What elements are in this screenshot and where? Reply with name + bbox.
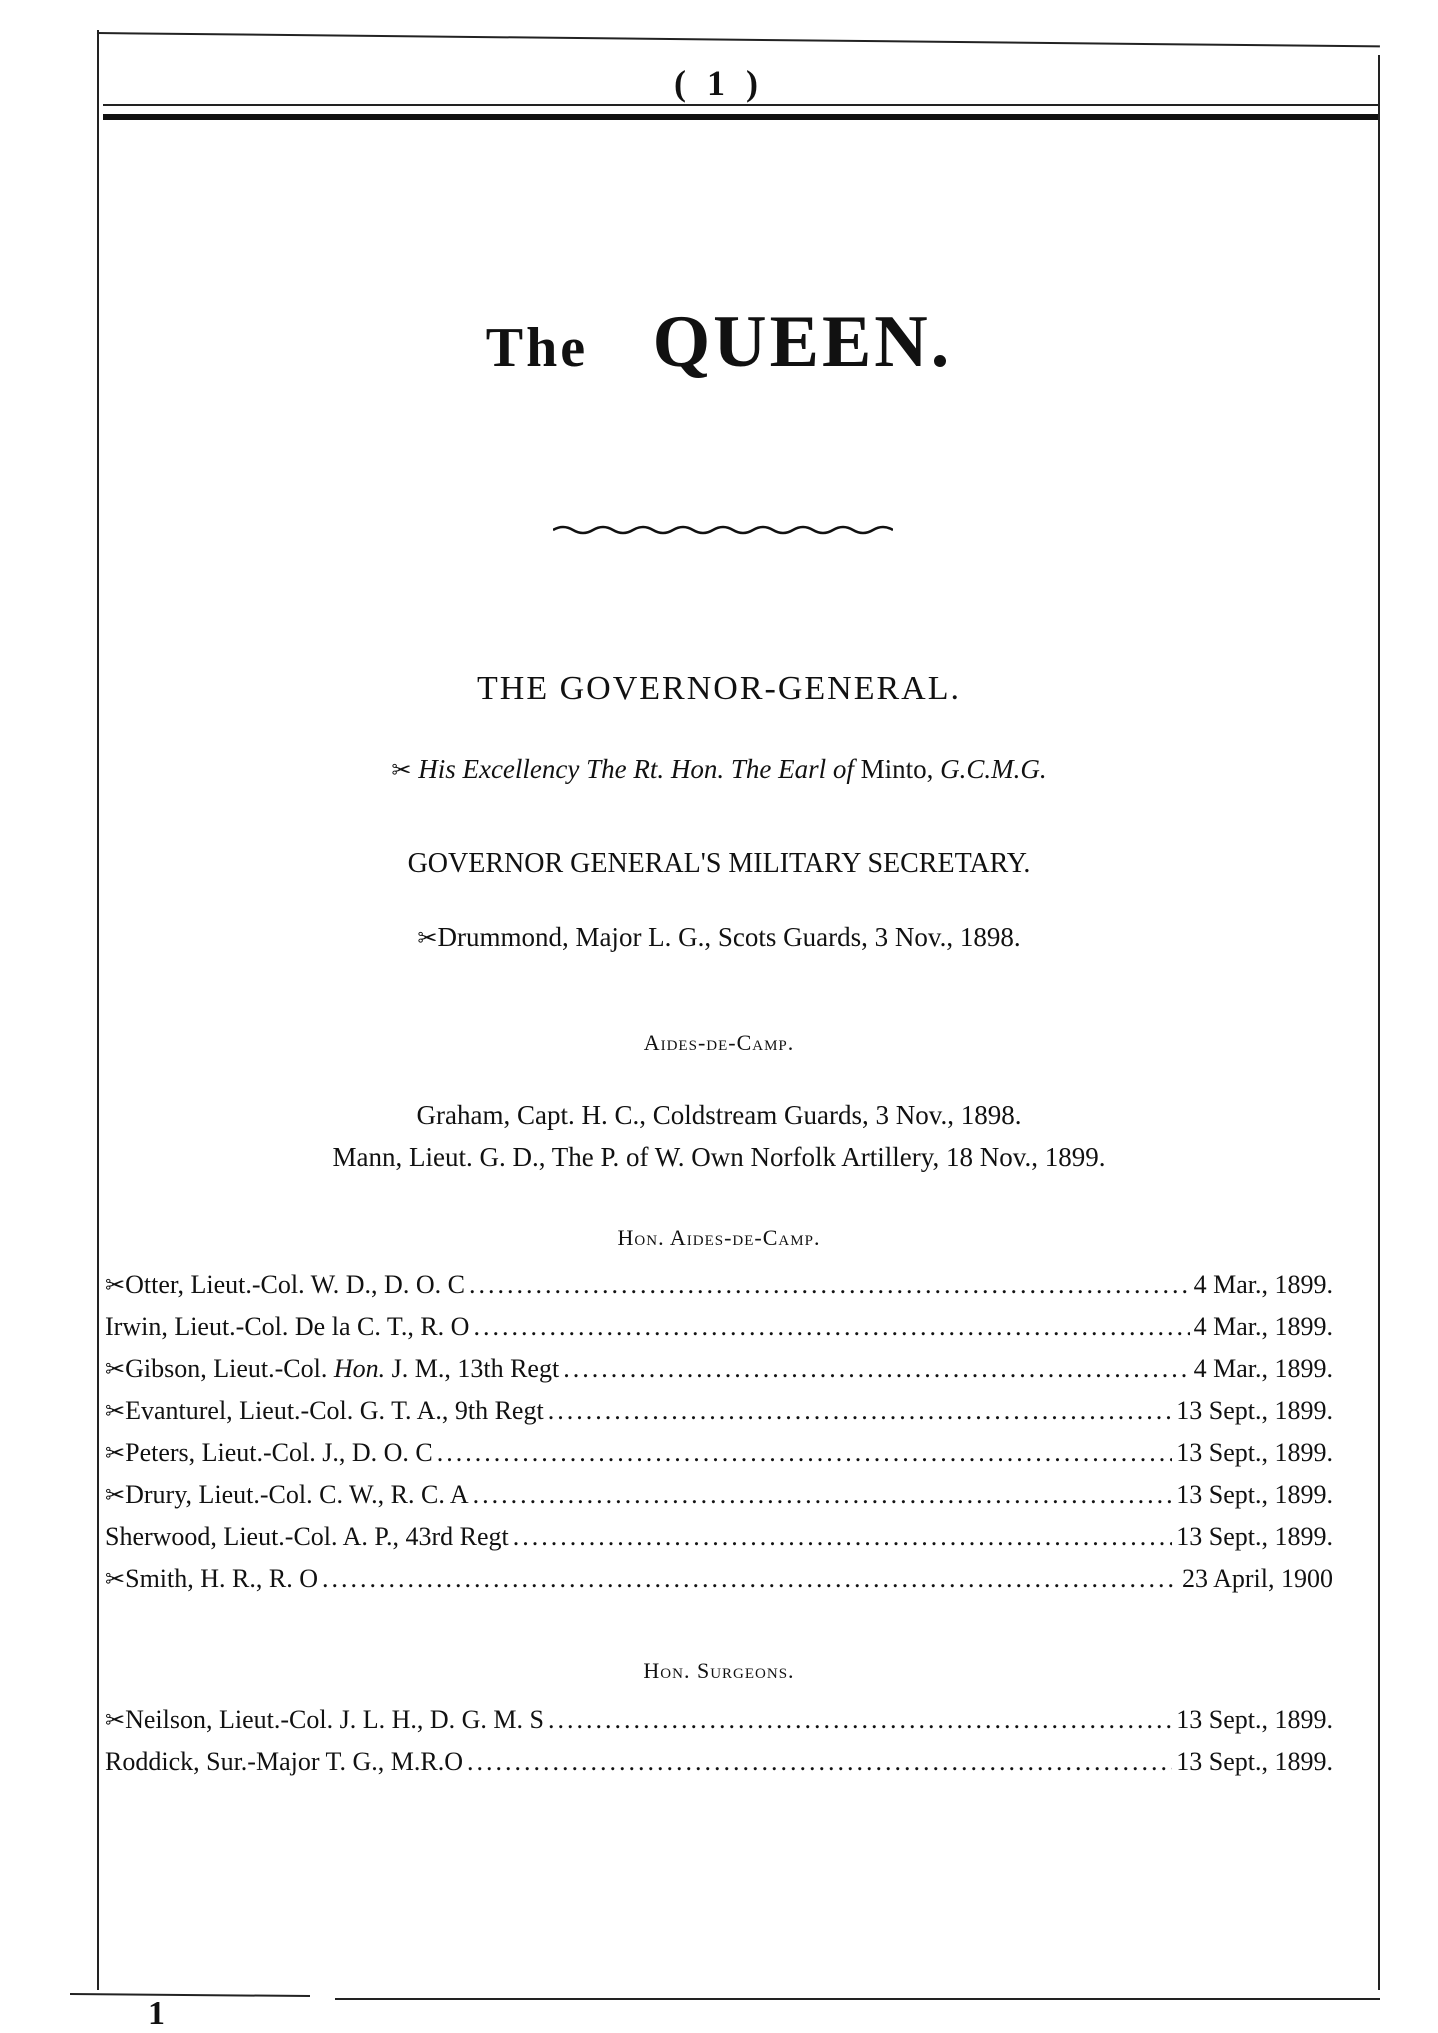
entry-name: Drury, Lieut.-Col. C. W., R. C. A <box>125 1480 469 1509</box>
leader-dots <box>322 1564 1178 1594</box>
scissors-icon: ✂ <box>105 1441 126 1467</box>
scissors-icon: ✂ <box>105 1708 126 1734</box>
scissors-icon: ✂ <box>417 926 438 952</box>
list-item <box>105 1396 1333 1432</box>
governor-general-heading: THE GOVERNOR-GENERAL. <box>477 670 961 707</box>
title-the: The <box>485 317 589 379</box>
entry-name: Roddick, Sur.-Major T. G., M.R.O <box>105 1747 463 1776</box>
list-item <box>105 1705 1333 1741</box>
governor-general-honours: G.C.M.G. <box>940 754 1047 784</box>
entry-date: 13 Sept., 1899. <box>1176 1480 1333 1509</box>
page-frame-top <box>97 32 1380 47</box>
military-secretary-entry: Drummond, Major L. G., Scots Guards, 3 Nov., 1898. <box>437 922 1021 952</box>
hon-surgeons-heading: Hon. Surgeons. <box>643 1658 795 1683</box>
page-number: ( 1 ) <box>674 63 764 103</box>
page-title <box>0 300 1438 385</box>
leader-dots <box>437 1438 1173 1468</box>
list-item <box>105 1522 1333 1558</box>
list-item <box>105 1480 1333 1516</box>
entry-name: Evanturel, Lieut.-Col. G. T. A., 9th Regt <box>125 1396 544 1425</box>
entry-date: 13 Sept., 1899. <box>1176 1396 1333 1425</box>
governor-general-name-line <box>0 754 1438 785</box>
list-item <box>105 1564 1333 1600</box>
entry-date: 4 Mar., 1899. <box>1193 1354 1333 1383</box>
leader-dots <box>473 1312 1189 1342</box>
footer-signature-number: 1 <box>148 1995 165 2032</box>
header-rule-thin <box>103 104 1378 106</box>
bottom-rule-right <box>335 1998 1380 2000</box>
entry-date: 13 Sept., 1899. <box>1176 1747 1333 1776</box>
entry-name-rest: J. M., 13th Regt <box>385 1354 560 1383</box>
entry-name: Neilson, Lieut.-Col. J. L. H., D. G. M. S <box>125 1705 544 1734</box>
title-queen: QUEEN. <box>652 301 953 383</box>
military-secretary-heading: GOVERNOR GENERAL'S MILITARY SECRETARY. <box>407 848 1031 879</box>
aides-de-camp-heading: Aides-de-Camp. <box>643 1030 795 1055</box>
aide-de-camp-entry: Graham, Capt. H. C., Coldstream Guards, 3 Nov., 1898. <box>416 1100 1022 1130</box>
leader-dots <box>563 1354 1189 1384</box>
entry-name: Otter, Lieut.-Col. W. D., D. O. C <box>125 1270 465 1299</box>
aide-de-camp-entry: Mann, Lieut. G. D., The P. of W. Own Norfolk Artillery, 18 Nov., 1899. <box>332 1142 1106 1172</box>
scissors-icon: ✂ <box>105 1357 126 1383</box>
list-item <box>105 1312 1333 1348</box>
hon-aides-de-camp-heading: Hon. Aides-de-Camp. <box>617 1225 821 1250</box>
governor-general-name-prefix: His Excellency The Rt. Hon. The Earl of <box>418 754 854 784</box>
list-item <box>105 1354 1333 1390</box>
entry-name: Peters, Lieut.-Col. J., D. O. C <box>125 1438 433 1467</box>
header-rule-thick <box>103 114 1378 120</box>
entry-date: 13 Sept., 1899. <box>1176 1705 1333 1734</box>
scissors-icon: ✂ <box>105 1567 126 1593</box>
leader-dots <box>548 1396 1173 1426</box>
entry-date: 23 April, 1900 <box>1182 1564 1333 1593</box>
scissors-icon: ✂ <box>391 758 412 784</box>
scissors-icon: ✂ <box>105 1399 126 1425</box>
entry-date: 13 Sept., 1899. <box>1176 1522 1333 1551</box>
list-item <box>105 1438 1333 1474</box>
leader-dots <box>469 1270 1190 1300</box>
ornament-squiggle <box>553 522 893 536</box>
entry-date: 13 Sept., 1899. <box>1176 1438 1333 1467</box>
military-secretary-line <box>0 922 1438 953</box>
entry-name: Smith, H. R., R. O <box>125 1564 318 1593</box>
entry-name: Irwin, Lieut.-Col. De la C. T., R. O <box>105 1312 470 1341</box>
bottom-rule-left <box>70 1993 310 1997</box>
scissors-icon: ✂ <box>105 1483 126 1509</box>
scissors-icon: ✂ <box>105 1273 126 1299</box>
entry-date: 4 Mar., 1899. <box>1193 1312 1333 1341</box>
leader-dots <box>473 1480 1173 1510</box>
entry-date: 4 Mar., 1899. <box>1193 1270 1333 1299</box>
leader-dots <box>513 1522 1173 1552</box>
list-item <box>105 1270 1333 1306</box>
entry-name: Gibson, Lieut.-Col. <box>125 1354 334 1383</box>
leader-dots <box>548 1705 1172 1735</box>
entry-name-italic: Hon. <box>333 1354 386 1383</box>
leader-dots <box>467 1747 1172 1777</box>
governor-general-name: Minto, <box>860 754 934 784</box>
entry-name: Sherwood, Lieut.-Col. A. P., 43rd Regt <box>105 1522 509 1551</box>
list-item <box>105 1747 1333 1783</box>
